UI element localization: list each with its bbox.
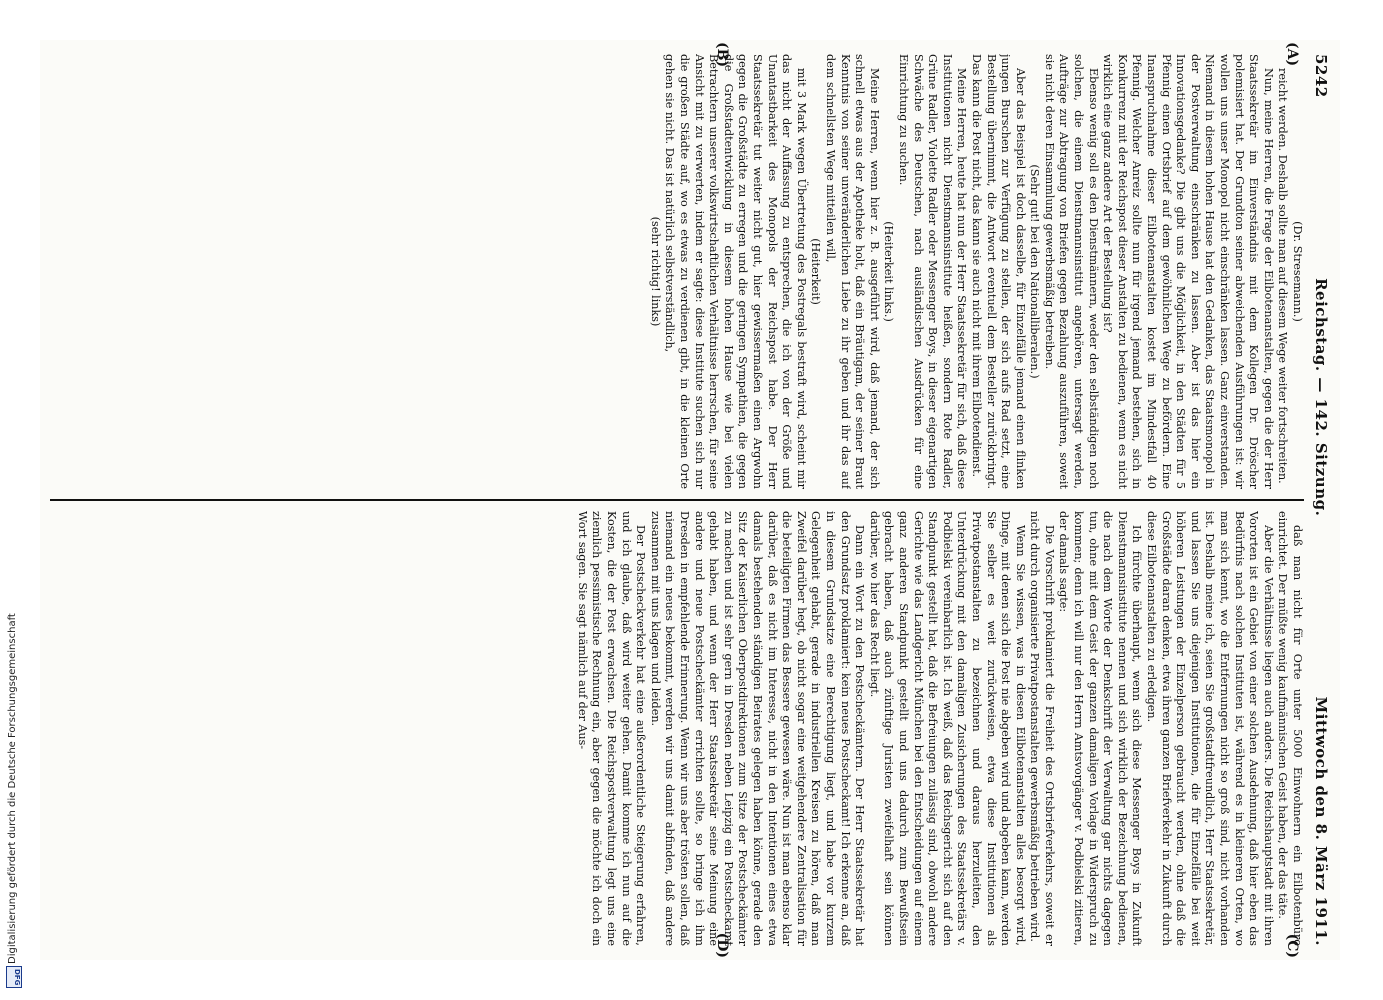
paragraph: (sehr richtig! links) <box>648 216 662 327</box>
paragraph: Nun, meine Herren, die Frage der Eilbotenanstalten, gegen die der Herr Staatssekretär im Einverständnis mit dem Kollegen Dr. Dröscher polemisiert hat. Der Grundton seiner abweichenden Ausführungen ist: wir wollen uns unser Monopol nicht einschränken lassen. Ganz einverstanden. Niemand in diesem hohen Hause hat den Gedanken, das Staatsmonopol in der Postverwaltung einschränken zu lassen. Aber ist das hier ein Innovationsgedanke? Die gibt uns die Möglichkeit, in den Städten für 5 Pfennig einen Ortsbrief auf dem gewöhnlichen Wege zu befördern. Eine Inanspruchnahme dieser Eilbotenanstalten kostet im Mindestfall 40 Pfennig. Welcher Anreiz sollte nun für irgend jemand bestehen, sich in Konkurrenz mit der Reichspost dieser Anstalten zu bedienen, wenn es nicht wirklich eine ganz andere Art der Bestellung ist? <box>1101 54 1275 489</box>
paragraph: (Heiterkeit) <box>809 238 823 305</box>
margin-marker-d: (D) <box>714 932 730 958</box>
right-column <box>50 511 1304 946</box>
paragraph: Wenn Sie wissen, was in diesen Eilbotenanstalten alles besorgt wird, Dinge, mit denen sich die Post nie abgeben wird und abgeben kann, werden Sie selber es weit zurückweisen, etwa diese Institutionen als Privatpostanstalten zu bezeichnen und daraus herzuleiten, den Unterdrückung mit den damaligen Zusicherungen des Staatssekretärs v. Podbielski vereinbarlich ist. Ich weiß, daß das Reichsgericht sich auf den Standpunkt gestellt hat, daß die Befreiungen zulässig sind, obwohl andere Gerichte wie das Landgericht München bei den Entscheidungen auf einem ganz anderen Standpunkt gestellt und uns dadurch zum Bewußtsein gebracht haben, daß auch zünftige Juristen zweifelhaft sein können darüber, wo hier das Recht liegt. <box>867 511 1027 946</box>
paragraph: Dann ein Wort zu den Postscheckämtern. Der Herr Staatssekretär hat den Grundsatz proklamiert: kein neues Postscheckamt! Ich erkenne an, daß in diesem Grundsatze eine Berechtigung liegt, und habe vor kurzem Gelegenheit gehabt, gerade in industriellen Kreisen zu hören, daß man Zweifel darüber hegt, ob nicht sogar eine weitgehendere Zentralisation für die beteiligten Firmen das Bessere gewesen wäre. Nun ist man ebenso klar darüber, daß es nicht im Interesse, nicht in den Intentionen eines etwa damals bestehenden ständigen Beirates gelegen haben könne, gerade den Sitz der Kaiserlichen Oberpostdirektionen zum Sitze der Postscheckämter zu machen und ist sehr gern in Dresden neben Leipzig ein Postscheckamt gehabt haben, und wenn der Herr Staatssekretär seine Meinung eine andere und neue Postscheckämter errichten sollte, so bringe ich ihm Dresden in empfehlende Erinnerung. Wenn wir uns aber trösten sollen, daß niemand ein neues bekommt, werden wir uns damit abfinden, daß andere zusammen mit uns klagen und leiden. <box>648 511 867 946</box>
paragraph: daß man nicht für Orte unter 5000 Einwohnern ein Eilbotenbüro einrichtet. Der müßte wenig kaufmännischen Geist haben, der das täte. <box>1276 511 1304 946</box>
paragraph: Meine Herren, heute hat nun der Herr Staatssekretär für sich, daß diese Institutionen nicht Dienstmannsinstitute heißen, sondern Rote Radler, Grüne Radler, Violette Radler oder Messenger Boys, in dieser eigenartigen Schwäche des Deutschen, nach ausländischen Ausdrücken für eine Einrichtung zu suchen. <box>896 54 969 489</box>
paragraph: mit 3 Mark wegen Übertretung des Postregals bestraft wird, scheint mir das nicht der Auffassung zu entsprechen, die ich von der Größe und Unantastbarkeit des Monopols der Reichspost habe. Der Herr Staatssekretär tut weiter nicht gut, hier gewissermaßen einen Argwohn gegen die Großstädte zu erregen und die geringen Sympathien, die gegen die Großstadtentwicklung in diesem hohen Hause wie bei vielen Betrachtern unserer volkswirtschaftlichen Verhältnisse herrschen, für seine Ansicht mit zu verwerten, indem er sagte: diese Institute suchen sich nur die großen Städte auf, wo es etwas zu verdienen gibt, in die kleinen Orte gehen sie nicht. Das ist natürlich selbstverständlich, <box>663 54 808 489</box>
paragraph: Aber das Beispiel ist doch dasselbe, für Einzelfälle jemand einen flinken jungen Burschen zur Verfügung zu stellen, der sich aufs Rad setzt, eine Bestellung übernimmt, die Antwort eventuell dem Besteller zurückbringt. Das kann die Post nicht, das kann sie auch nicht mit ihrem Eilbotendienst. <box>969 54 1027 489</box>
paragraph: (Dr. Stresemann.) <box>1291 221 1304 322</box>
paragraph: reicht werden. Deshalb sollte man auf diesem Wege weiter fortschreiten. <box>1276 68 1290 484</box>
margin-marker-c: (C) <box>1284 933 1300 958</box>
digitization-credit: Digitalisierung gefördert durch die Deutsche Forschungsgemeinschaft <box>7 613 18 964</box>
column-divider <box>50 499 1304 501</box>
paragraph: (Sehr gut! bei den Nationalliberalen.) <box>1028 164 1042 379</box>
paragraph: Der Postscheckverkehr hat eine außerordentliche Steigerung erfahren, und ich glaube, daß wird weiter gehen. Damit komme ich nun auf die Kosten, die der Post erwachsen. Die Reichspostverwaltung legt uns eine ziemlich pessimistische Rechnung ein, aber gegen die möchte ich doch ein Wort sagen. Sie sagt nämlich auf der Aus- <box>575 511 648 946</box>
scanned-page <box>40 40 1340 960</box>
paragraph: Die Vorschrift proklamiert die Freiheit des Ortsbriefverkehrs, soweit er nicht durch organisierte Privatpostanstalten gewerbsmäßig betrieben wird. <box>1028 511 1056 946</box>
text-columns <box>50 54 1304 946</box>
dfg-logo: DFG <box>6 966 22 988</box>
margin-marker-b: (B) <box>714 42 730 68</box>
digitization-footer <box>4 4 20 994</box>
page-content <box>40 40 1340 960</box>
left-column <box>50 54 1304 489</box>
paragraph: Meine Herren, wenn hier z. B. ausgeführt wird, daß jemand, der sich schnell etwas aus der Apotheke holt, daß ein Bräutigam, der seiner Braut Kenntnis von seiner unveränderlichen Liebe zu ihr geben und ihr das auf dem schnellsten Wege mitteilen will, <box>824 54 881 489</box>
margin-marker-a: (A) <box>1284 42 1300 67</box>
page-number: 5242 <box>1312 54 1330 98</box>
page-header-title: Reichstag. — 142. Sitzung. <box>1312 278 1330 517</box>
paragraph: Ebenso wenig soll es den Dienstmännern, weder den selbständigen noch solchen, die einem Dienstmannsinstitut angehören, untersagt werden, Aufträge zur Abtragung von Briefen gegen Bezahlung auszuführen, soweit sie nicht deren Einsammlung gewerbsmäßig betreiben. <box>1042 54 1100 489</box>
page-header-date: Mittwoch den 8. März 1911. <box>1312 696 1330 946</box>
paragraph: Aber die Verhältnisse liegen auch anders. Die Reichshauptstadt mit ihren Vororten ist ein Gebiet von einer solchen Ausdehnung, daß hier eben das Bedürfnis nach solchen Instituten ist, während es in kleineren Orten, wo man sich kennt, wo die Entfernungen nicht so groß sind, nicht vorhanden ist. Deshalb meine ich, seien Sie großstadtfreundlich, Herr Staatssekretär, und lassen Sie uns diejenigen Institutionen, die für Einzelfälle bei weit höheren Leistungen der Einzelperson gebraucht werden, ohne daß die Großstädte daran denken, etwa ihren ganzen Briefverkehr in Zukunft durch diese Eilbotenanstalten zu erledigen. <box>1145 511 1275 946</box>
paragraph: Ich fürchte überhaupt, wenn sich diese Messenger Boys in Zukunft Dienstmannsinstitute nennen und sich wirklich der Bezeichnung bedienen, die nach dem Worte der Denkschrift der Verwaltung gar nichts dagegen tun, ohne mit dem Geist der ganzen damaligen Vorlage in Widerspruch zu kommen; denn ich will nur den Herrn Amtsvorgänger v. Podbielski zitieren, der damals sagte: <box>1057 511 1144 946</box>
paragraph: (Heiterkeit links.) <box>882 221 896 322</box>
page-header <box>1308 54 1334 946</box>
